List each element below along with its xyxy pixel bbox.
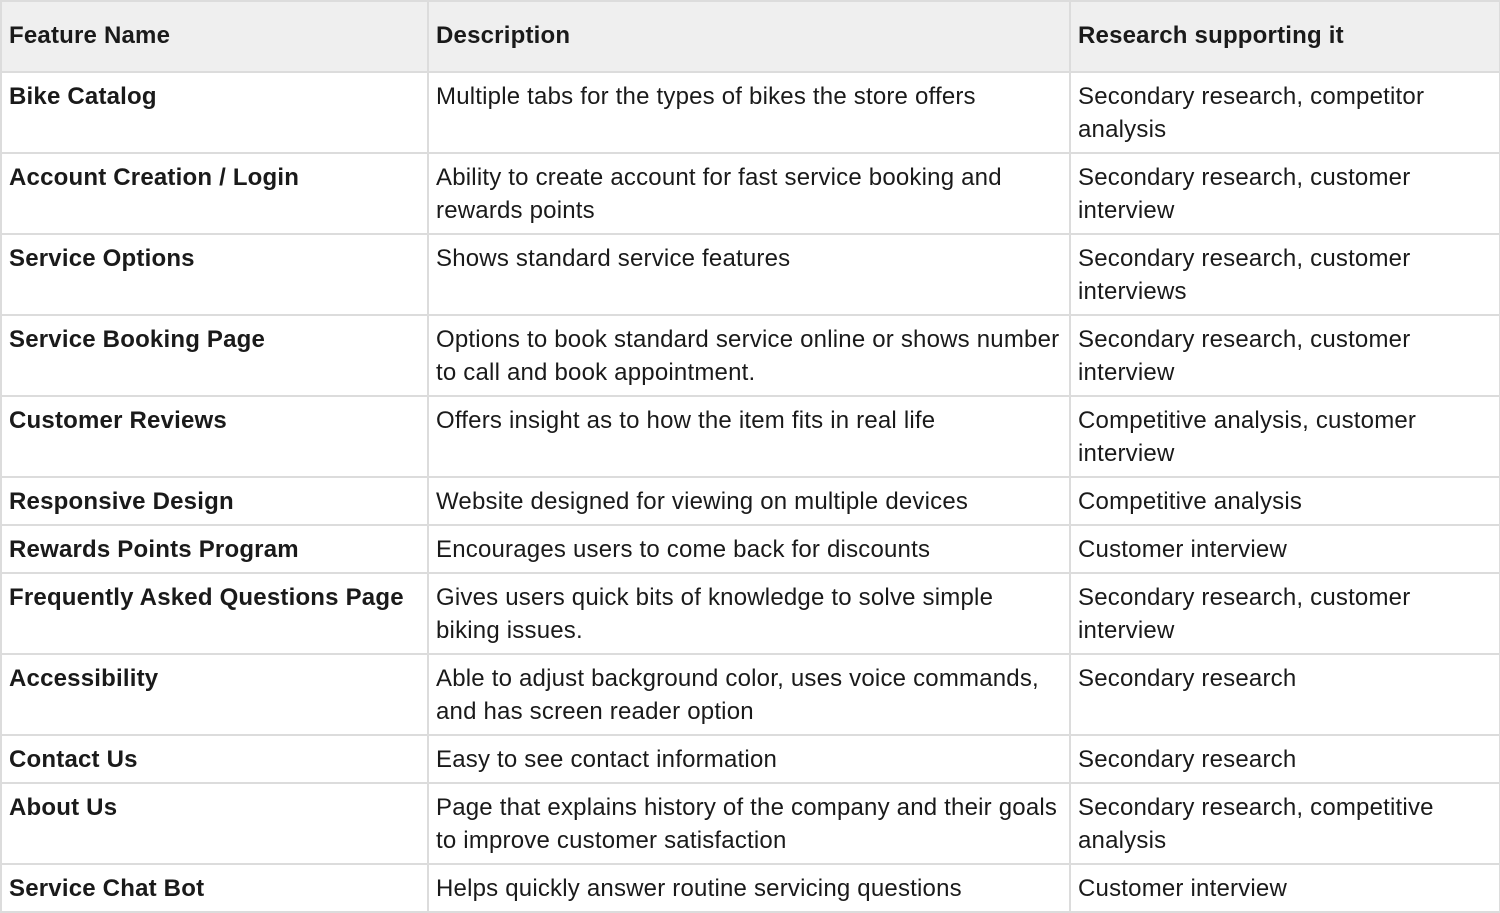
description-cell: Easy to see contact information (428, 735, 1070, 783)
table-header (1, 1, 1500, 72)
description-cell: Ability to create account for fast service booking and rewards points (428, 153, 1070, 234)
feature-name-cell: Rewards Points Program (1, 525, 428, 573)
feature-name-cell: Bike Catalog (1, 72, 428, 153)
description-cell: Helps quickly answer routine servicing questions (428, 864, 1070, 912)
table-row (1, 315, 1500, 396)
feature-name-cell: Account Creation / Login (1, 153, 428, 234)
research-cell: Secondary research, competitor analysis (1070, 72, 1500, 153)
description-cell: Options to book standard service online or shows number to call and book appointment. (428, 315, 1070, 396)
table-row (1, 573, 1500, 654)
feature-name-cell: Service Chat Bot (1, 864, 428, 912)
description-cell: Encourages users to come back for discounts (428, 525, 1070, 573)
feature-name-cell: Service Booking Page (1, 315, 428, 396)
header-feature-name: Feature Name (1, 1, 428, 72)
description-cell: Gives users quick bits of knowledge to solve simple biking issues. (428, 573, 1070, 654)
table-row (1, 234, 1500, 315)
table-row (1, 864, 1500, 912)
research-cell: Secondary research, customer interview (1070, 573, 1500, 654)
feature-name-cell: Accessibility (1, 654, 428, 735)
description-cell: Multiple tabs for the types of bikes the store offers (428, 72, 1070, 153)
table-body (1, 72, 1500, 912)
table-row (1, 783, 1500, 864)
research-cell: Competitive analysis (1070, 477, 1500, 525)
description-cell: Website designed for viewing on multiple devices (428, 477, 1070, 525)
description-cell: Shows standard service features (428, 234, 1070, 315)
table-row (1, 654, 1500, 735)
research-cell: Secondary research (1070, 735, 1500, 783)
table-row (1, 735, 1500, 783)
table-row (1, 396, 1500, 477)
table-row (1, 477, 1500, 525)
research-cell: Customer interview (1070, 525, 1500, 573)
table-row (1, 525, 1500, 573)
research-cell: Competitive analysis, customer interview (1070, 396, 1500, 477)
table-row (1, 72, 1500, 153)
research-cell: Secondary research, customer interviews (1070, 234, 1500, 315)
description-cell: Offers insight as to how the item fits in real life (428, 396, 1070, 477)
research-cell: Secondary research, customer interview (1070, 153, 1500, 234)
feature-name-cell: About Us (1, 783, 428, 864)
research-cell: Secondary research, customer interview (1070, 315, 1500, 396)
feature-name-cell: Contact Us (1, 735, 428, 783)
feature-name-cell: Frequently Asked Questions Page (1, 573, 428, 654)
description-cell: Page that explains history of the company and their goals to improve customer satisfaction (428, 783, 1070, 864)
feature-name-cell: Customer Reviews (1, 396, 428, 477)
feature-name-cell: Service Options (1, 234, 428, 315)
research-cell: Customer interview (1070, 864, 1500, 912)
header-research: Research supporting it (1070, 1, 1500, 72)
table-row (1, 153, 1500, 234)
description-cell: Able to adjust background color, uses voice commands, and has screen reader option (428, 654, 1070, 735)
header-row (1, 1, 1500, 72)
header-description: Description (428, 1, 1070, 72)
research-cell: Secondary research (1070, 654, 1500, 735)
feature-name-cell: Responsive Design (1, 477, 428, 525)
research-cell: Secondary research, competitive analysis (1070, 783, 1500, 864)
